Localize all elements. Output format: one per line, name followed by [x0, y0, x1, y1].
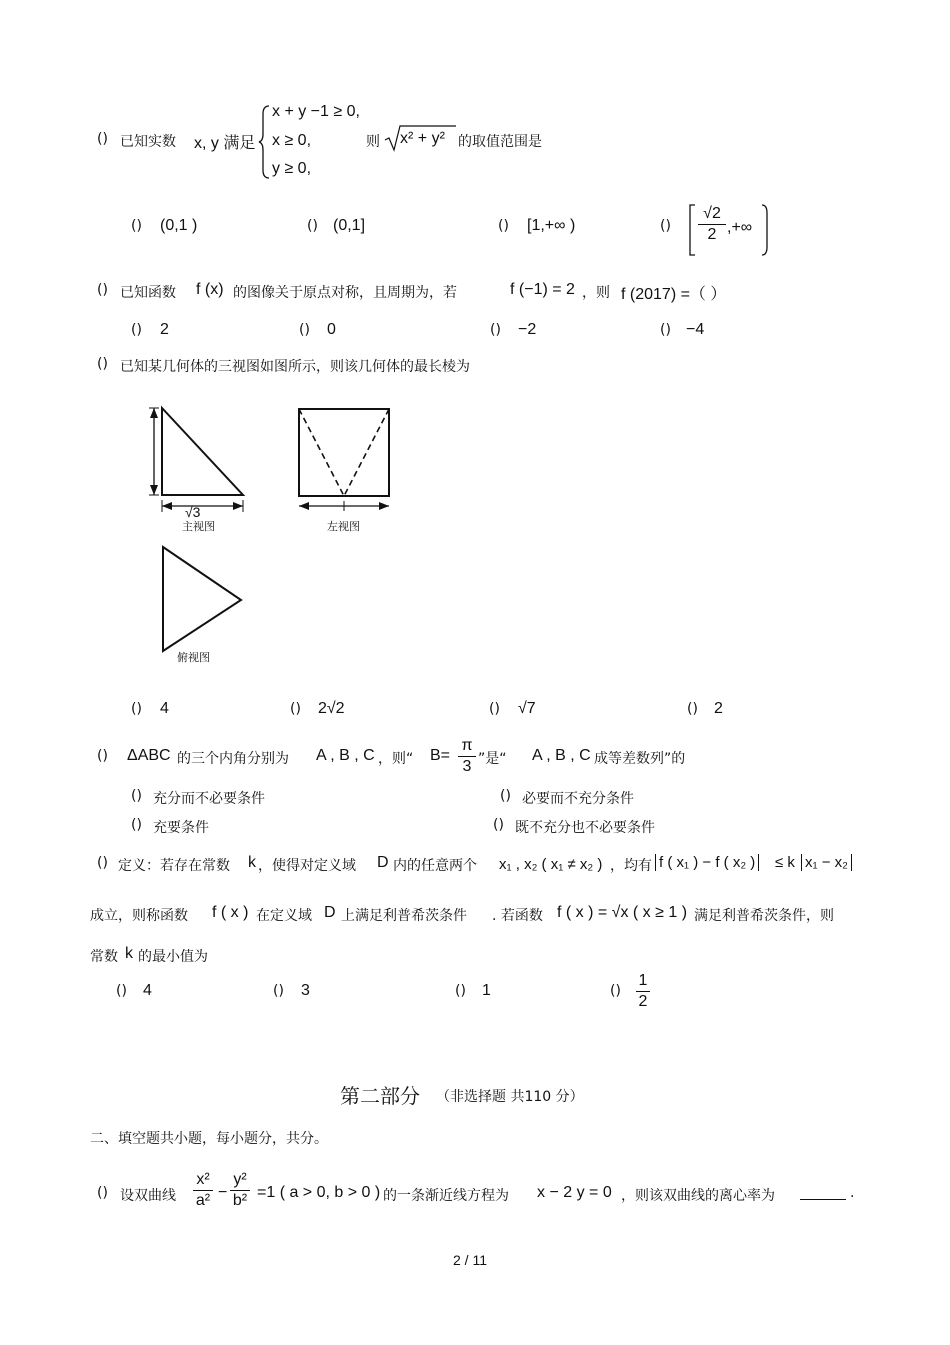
q1-option-c[interactable]: [1,+∞ ) — [527, 217, 576, 234]
q4-option-c-label[interactable]: () — [131, 817, 142, 833]
q5-line2-b: 在定义域 — [256, 908, 312, 924]
q3-number: () — [97, 356, 108, 372]
q5-option-a[interactable]: 4 — [143, 982, 152, 999]
q1-option-b[interactable]: (0,1] — [333, 217, 366, 234]
q3-option-c-label[interactable]: () — [489, 701, 500, 717]
q2-option-a-label[interactable]: () — [131, 322, 142, 338]
q4-text-d: 成等差数列”的 — [594, 751, 686, 767]
q6-number: () — [97, 1185, 108, 1201]
q2-ask: f (2017) =（ ） — [621, 286, 727, 303]
q2-option-b[interactable]: 0 — [327, 321, 336, 338]
q5-le-k: ≤ k — [775, 854, 795, 871]
q5-k-2: k — [125, 945, 133, 962]
q4-number: () — [97, 748, 108, 764]
q3-text: 已知某几何体的三视图如图所示，则该几何体的最长棱为 — [120, 359, 470, 375]
q5-line2-a: 成立，则称函数 — [90, 908, 188, 924]
q1-prefix: 已知实数 — [120, 134, 176, 150]
q1-system-line1: x + y −1 ≥ 0, — [272, 103, 360, 120]
q2-then: ，则 — [582, 285, 610, 301]
q6-x-fraction — [193, 1171, 213, 1210]
q5-line3-a: 常数 — [90, 949, 118, 965]
q4-text-a: 的三个内角分别为 — [177, 751, 289, 767]
q5-line1-d: ，均有 — [610, 858, 652, 874]
q4-option-d-label[interactable]: () — [493, 817, 504, 833]
q3-option-d[interactable]: 2 — [714, 700, 723, 717]
q5-line1-b: ，使得对定义域 — [258, 858, 356, 874]
q5-line2-c: 上满足利普希茨条件 — [341, 908, 467, 924]
q4-triangle: ΔABC — [127, 747, 171, 764]
q1-system-line2: x ≥ 0, — [272, 132, 312, 149]
q1-option-b-label[interactable]: () — [307, 218, 318, 234]
q3-option-a[interactable]: 4 — [160, 700, 169, 717]
q6-asymptote: x − 2 y = 0 — [537, 1184, 612, 1201]
q2-option-d-label[interactable]: () — [660, 322, 671, 338]
part2-subtitle: （非选择题 共110 分） — [436, 1089, 584, 1105]
q5-line1-a: 定义：若存在常数 — [118, 858, 230, 874]
q1-option-c-label[interactable]: () — [498, 218, 509, 234]
q1-option-d-fraction[interactable] — [698, 205, 726, 244]
q6-x-denominator: a² — [195, 1192, 211, 1209]
q6-y-fraction — [230, 1171, 250, 1210]
q6-y-denominator: b² — [232, 1192, 248, 1209]
q4-option-d[interactable]: 既不充分也不必要条件 — [515, 820, 655, 836]
q1-suffix: 的取值范围是 — [458, 134, 542, 150]
q1-option-d-numerator: √2 — [703, 205, 721, 222]
q4-text-b: ，则“ — [378, 751, 414, 767]
q1-vars: x, y 满足 — [194, 135, 256, 152]
q5-line3-b: 的最小值为 — [138, 949, 208, 965]
q2-option-d[interactable]: −4 — [686, 321, 705, 338]
front-view-label: 主视图 — [182, 520, 215, 533]
q4-option-b[interactable]: 必要而不充分条件 — [522, 791, 634, 807]
page-number: 2 / 11 — [453, 1252, 487, 1268]
front-view-triangle-icon — [162, 408, 243, 495]
q6-text-c: ，则该双曲线的离心率为 — [621, 1188, 775, 1204]
top-view-triangle-icon — [163, 547, 241, 651]
q5-fx: f ( x ) — [212, 904, 249, 921]
q5-option-d-numerator: 1 — [638, 972, 648, 989]
q6-text-b: 的一条渐近线方程为 — [383, 1188, 509, 1204]
three-views-figure — [140, 400, 410, 680]
q5-line1-c: 内的任意两个 — [393, 858, 477, 874]
q5-option-c[interactable]: 1 — [482, 982, 491, 999]
q3-option-b-label[interactable]: () — [290, 701, 301, 717]
q1-option-d-label[interactable]: () — [660, 218, 671, 234]
q5-option-d-fraction[interactable] — [636, 972, 650, 1011]
q1-sqrt-expr: x² + y² — [400, 130, 445, 147]
q4-b-equals: B= — [430, 747, 451, 764]
side-view-square-icon — [299, 409, 389, 496]
q2-fx: f (x) — [196, 281, 224, 298]
q1-number: () — [97, 131, 108, 147]
side-view-label: 左视图 — [327, 520, 360, 533]
q6-y-numerator: y² — [233, 1171, 247, 1188]
q5-inequality-left: f ( x₁ ) − f ( x₂ ) — [655, 854, 759, 871]
q4-angles-2: A , B , C — [532, 747, 591, 764]
q6-x-numerator: x² — [196, 1171, 210, 1188]
q6-equation: =1 ( a > 0, b > 0 ) — [257, 1184, 381, 1201]
q2-number: () — [97, 282, 108, 298]
q5-fx-sqrt: f ( x ) = √x ( x ≥ 1 ) — [557, 904, 688, 921]
front-view-dimension: √3 — [185, 504, 201, 520]
q4-angles: A , B , C — [316, 747, 375, 764]
q5-option-c-label[interactable]: () — [455, 983, 466, 999]
q5-number: () — [97, 855, 108, 871]
q2-option-a[interactable]: 2 — [160, 321, 169, 338]
q2-option-c[interactable]: −2 — [518, 321, 537, 338]
q1-option-d-denominator: 2 — [707, 226, 717, 243]
q3-option-a-label[interactable]: () — [131, 701, 142, 717]
q1-system-line3: y ≥ 0, — [272, 160, 312, 177]
q4-option-a[interactable]: 充分而不必要条件 — [153, 791, 265, 807]
q5-k: k — [248, 854, 256, 871]
q1-brace-icon — [258, 104, 272, 180]
q5-option-a-label[interactable]: () — [116, 983, 127, 999]
q3-option-c[interactable]: √7 — [518, 700, 536, 717]
q6-end: . — [850, 1185, 855, 1201]
front-view-height-arrow-icon — [149, 408, 159, 495]
front-view-width-arrow-icon — [162, 500, 243, 512]
section2-heading: 二、填空题共小题，每小题分，共分。 — [90, 1131, 328, 1147]
q5-line2-d: . 若函数 — [492, 908, 543, 924]
q6-minus: − — [218, 1184, 228, 1201]
q5-option-d-denominator: 2 — [638, 993, 648, 1010]
q5-option-b[interactable]: 3 — [301, 982, 310, 999]
q1-option-d-tail[interactable]: ,+∞ — [727, 219, 753, 236]
q2-mid: 的图像关于原点对称，且周期为，若 — [233, 285, 457, 301]
q6-text-a: 设双曲线 — [120, 1188, 176, 1204]
q5-option-d-label[interactable]: () — [610, 983, 621, 999]
q4-pi-over-3 — [458, 737, 476, 776]
q3-option-b[interactable]: 2√2 — [318, 700, 345, 717]
top-view-label: 俯视图 — [177, 651, 210, 664]
q2-option-c-label[interactable]: () — [490, 322, 501, 338]
part2-title: 第二部分 — [340, 1084, 420, 1108]
q5-x1-x2: x₁ , x₂ ( x₁ ≠ x₂ ) — [499, 856, 603, 873]
q1-option-a-label[interactable]: () — [131, 218, 142, 234]
q5-inequality-right: x₁ − x₂ — [801, 854, 852, 871]
q2-option-b-label[interactable]: () — [299, 322, 310, 338]
q4-option-c[interactable]: 充要条件 — [153, 820, 209, 836]
q5-option-b-label[interactable]: () — [273, 983, 284, 999]
side-view-width-arrow-icon — [299, 501, 389, 511]
q5-line2-e: 满足利普希茨条件，则 — [694, 908, 834, 924]
q1-then: 则 — [366, 134, 380, 150]
q4-option-b-label[interactable]: () — [500, 788, 511, 804]
q4-three: 3 — [462, 758, 472, 775]
q4-pi: π — [461, 737, 473, 754]
q3-option-d-label[interactable]: () — [687, 701, 698, 717]
q6-answer-blank[interactable] — [800, 1199, 846, 1200]
q4-option-a-label[interactable]: () — [131, 788, 142, 804]
q5-domain: D — [377, 854, 389, 871]
q2-prefix: 已知函数 — [120, 285, 176, 301]
q1-option-a[interactable]: (0,1 ) — [160, 217, 198, 234]
q5-domain-2: D — [324, 904, 336, 921]
q2-condition: f (−1) = 2 — [510, 281, 575, 298]
q4-text-c: ”是“ — [478, 751, 507, 767]
